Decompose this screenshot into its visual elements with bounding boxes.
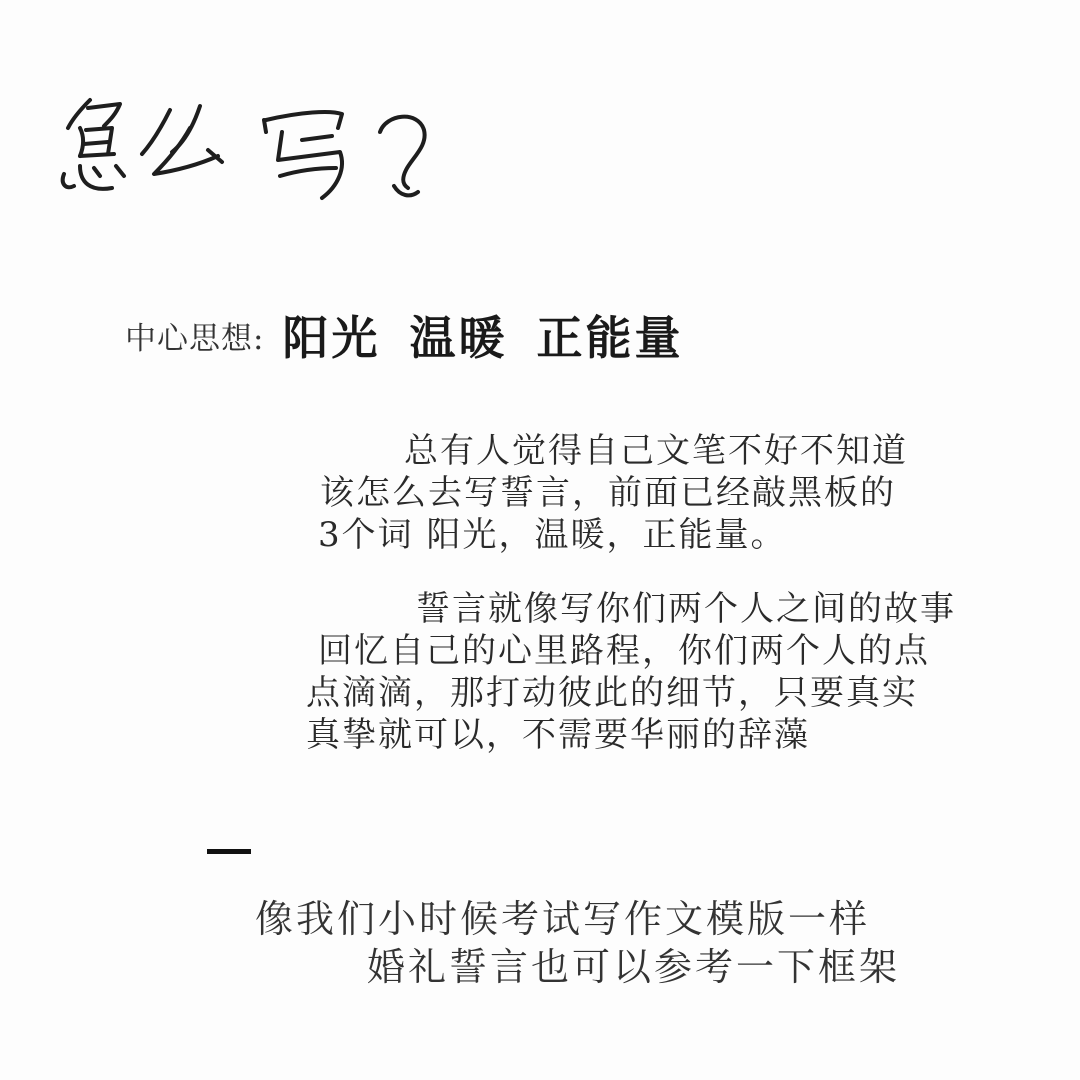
title-stroke [116, 166, 124, 176]
title-stroke [280, 168, 336, 176]
paragraph-line: 总有人觉得自己文笔不好不知道 [404, 431, 908, 471]
divider-dash [207, 849, 251, 854]
title-stroke [88, 104, 120, 126]
theme-label: 中心思想: [125, 320, 265, 357]
handwritten-title [50, 70, 450, 220]
paragraph-line: 真挚就可以，不需要华丽的辞藻 [306, 715, 810, 755]
title-stroke [94, 168, 100, 176]
central-theme [125, 300, 683, 370]
paragraph-line: 回忆自己的心里路程，你们两个人的点 [318, 631, 930, 671]
paragraph-story [306, 588, 956, 756]
title-stroke [380, 117, 425, 188]
paragraph-line: 该怎么去写誓言，前面已经敲黑板的 [320, 473, 896, 513]
paragraph-line: 誓言就像写你们两个人之间的故事 [416, 589, 956, 629]
title-stroke [266, 112, 342, 128]
title-stroke [142, 110, 170, 154]
paragraph-line: 3个词 阳光，温暖，正能量。 [318, 515, 787, 555]
title-stroke [302, 136, 332, 140]
title-stroke [84, 142, 108, 144]
title-stroke [80, 154, 114, 156]
title-stroke [63, 174, 74, 187]
theme-keywords: 阳光 温暖 正能量 [282, 311, 684, 365]
paragraph-line: 点滴滴，那打动彼此的细节，只要真实 [306, 673, 918, 713]
title-stroke [172, 106, 200, 152]
title-stroke [278, 132, 342, 198]
title-stroke [80, 128, 83, 156]
paragraph-intro [318, 430, 908, 556]
title-stroke [68, 100, 90, 128]
closing-line-2: 婚礼誓言也可以参考一下框架 [367, 945, 901, 989]
closing-line-1: 像我们小时候考试写作文模版一样 [255, 897, 871, 941]
